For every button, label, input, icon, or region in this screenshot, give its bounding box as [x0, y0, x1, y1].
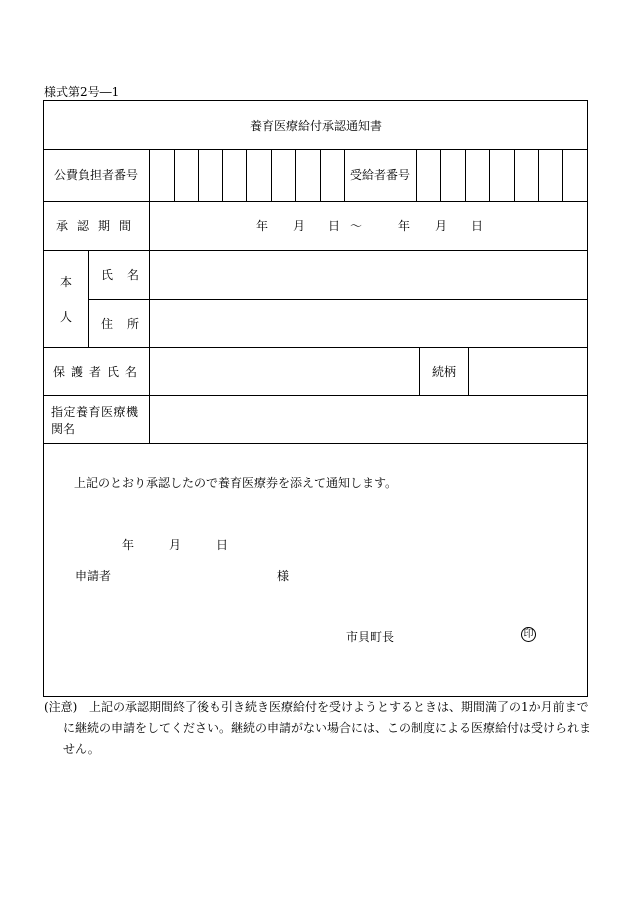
- column-divider: [468, 347, 469, 395]
- honorific: 様: [277, 569, 290, 583]
- digit-box-divider: [246, 149, 247, 201]
- digit-box-divider: [174, 149, 175, 201]
- name-label: 氏名: [101, 268, 154, 282]
- note-prefix: (注意): [44, 700, 78, 714]
- period-start-month: 月: [293, 219, 306, 233]
- digit-box-divider: [320, 149, 321, 201]
- notice-date-day: 日: [216, 538, 229, 552]
- note-line-1: 上記の承認期間終了後も引き続き医療給付を受けようとするときは、期間満了の1か月前まで: [89, 700, 589, 714]
- issuer-name: 市貝町長: [346, 630, 395, 644]
- notice-form: [43, 100, 588, 697]
- period-end-day: 日: [471, 219, 484, 233]
- row-divider: [44, 250, 587, 251]
- relationship-label: 続柄: [432, 365, 457, 379]
- person-group-label: 人: [60, 310, 73, 324]
- digit-box-divider: [222, 149, 223, 201]
- notice-date-month: 月: [169, 538, 182, 552]
- digit-box-divider: [538, 149, 539, 201]
- row-divider: [44, 201, 587, 202]
- column-divider: [149, 149, 150, 443]
- row-divider: [44, 149, 587, 150]
- address-label: 住所: [101, 317, 154, 331]
- digit-box-divider: [344, 149, 345, 201]
- institution-label: 指定養育医療機: [51, 405, 139, 419]
- recipient-number-label: 受給者番号: [350, 168, 411, 182]
- approval-period-label: 承認期間: [56, 219, 141, 233]
- notice-date-year: 年: [122, 538, 135, 552]
- digit-box-divider: [440, 149, 441, 201]
- row-divider: [44, 395, 587, 396]
- period-start-year: 年: [256, 219, 269, 233]
- applicant-label: 申請者: [75, 569, 112, 583]
- note-line-3: せん。: [63, 742, 100, 756]
- period-start-day: 日: [328, 219, 341, 233]
- row-divider: [44, 347, 587, 348]
- period-end-year: 年: [398, 219, 411, 233]
- digit-box-divider: [562, 149, 563, 201]
- digit-box-divider: [271, 149, 272, 201]
- institution-label: 関名: [51, 422, 76, 436]
- public-payer-number-label: 公費負担者番号: [54, 168, 139, 182]
- period-end-month: 月: [435, 219, 448, 233]
- form-title: 養育医療給付承認通知書: [250, 119, 383, 133]
- column-divider: [88, 250, 89, 347]
- period-separator: ～: [350, 219, 363, 233]
- digit-box-divider: [416, 149, 417, 201]
- row-divider: [88, 299, 587, 300]
- person-group-label: 本: [60, 275, 73, 289]
- digit-box-divider: [295, 149, 296, 201]
- digit-box-divider: [514, 149, 515, 201]
- row-divider: [44, 443, 587, 444]
- seal-mark: 印: [521, 627, 536, 642]
- column-divider: [419, 347, 420, 395]
- guardian-name-label: 保護者氏名: [53, 365, 144, 379]
- form-number: 様式第2号―1: [44, 85, 120, 99]
- note-line-2: に継続の申請をしてください。継続の申請がない場合には、この制度による医療給付は受けられま: [63, 721, 592, 735]
- digit-box-divider: [465, 149, 466, 201]
- digit-box-divider: [198, 149, 199, 201]
- digit-box-divider: [489, 149, 490, 201]
- notice-message: 上記のとおり承認したので養育医療券を添えて通知します。: [74, 476, 398, 490]
